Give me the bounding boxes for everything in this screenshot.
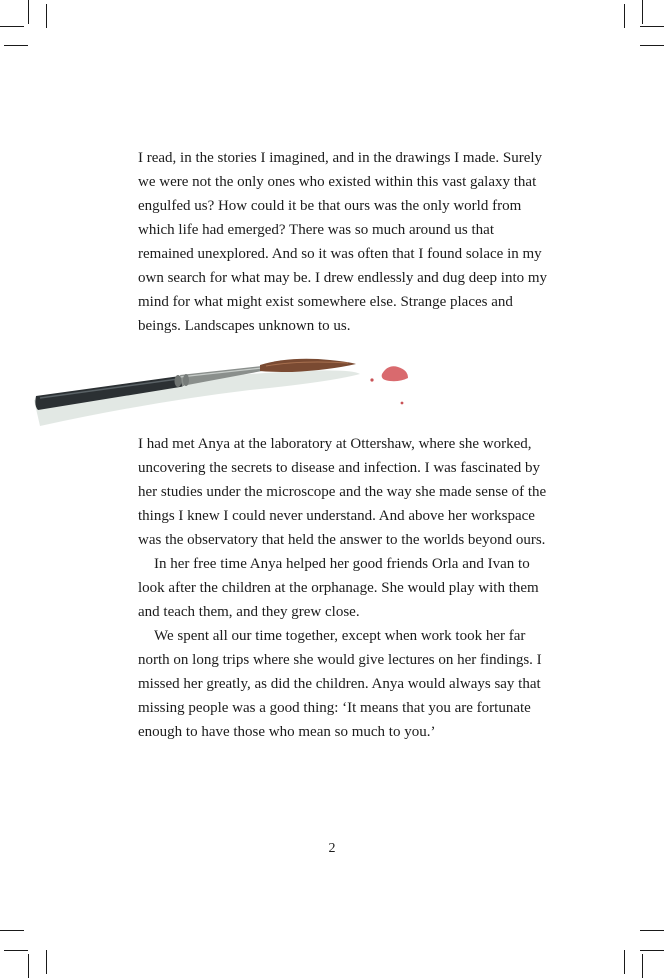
body-text-top [138,146,548,338]
crop-mark-top-right-h [640,26,664,27]
body-text-bottom [138,432,548,744]
crop-mark-top-left-v2 [46,4,47,28]
crop-mark-bottom-right-v2 [642,954,643,978]
crop-mark-bottom-left-h [0,930,24,931]
paintbrush-illustration-icon [30,340,450,430]
crop-mark-top-right-v2 [642,0,643,24]
crop-mark-top-left-h [0,26,24,27]
crop-mark-bottom-right-h2 [640,950,664,951]
page-number: 2 [328,841,336,856]
paragraph: We spent all our time together, except when work took her far north on long trips where she would give lectures on her findings. I missed her greatly, as did the children. Anya would always say that missing people was a good thing: ‘It means that you are fortunate enough to have those who mean so much to you.’ [138,628,542,740]
paragraph: In her free time Anya helped her good friends Orla and Ivan to look after the children at the orphanage. She would play with them and teach them, and they grew close. [138,556,539,620]
paragraph: I had met Anya at the laboratory at Ottershaw, where she worked, uncovering the secrets to disease and infection. I was fascinated by her studies under the microscope and the way she made sense of the things I knew I could never understand. And above her workspace was the observatory that held the answer to the worlds beyond ours. [138,436,547,548]
crop-mark-top-left-v [28,0,29,24]
crop-mark-bottom-left-v [28,954,29,978]
paragraph: I read, in the stories I imagined, and in the drawings I made. Surely we were not the only ones who existed within this vast galaxy that engulfed us? How could it be that ours was the only world from which life had emerged? There was so much around us that remained unexplored. And so it was often that I found solace in my own search for what may be. I drew endlessly and dug deep into my mind for what might exist somewhere else. Strange places and beings. Landscapes unknown to us. [138,150,548,334]
crop-mark-bottom-left-v2 [46,950,47,974]
crop-mark-top-left-h2 [4,45,28,46]
crop-mark-top-right-v [624,4,625,28]
crop-mark-bottom-right-h [640,930,664,931]
crop-mark-bottom-left-h2 [4,950,28,951]
crop-mark-bottom-right-v [624,950,625,974]
crop-mark-top-right-h2 [640,45,664,46]
